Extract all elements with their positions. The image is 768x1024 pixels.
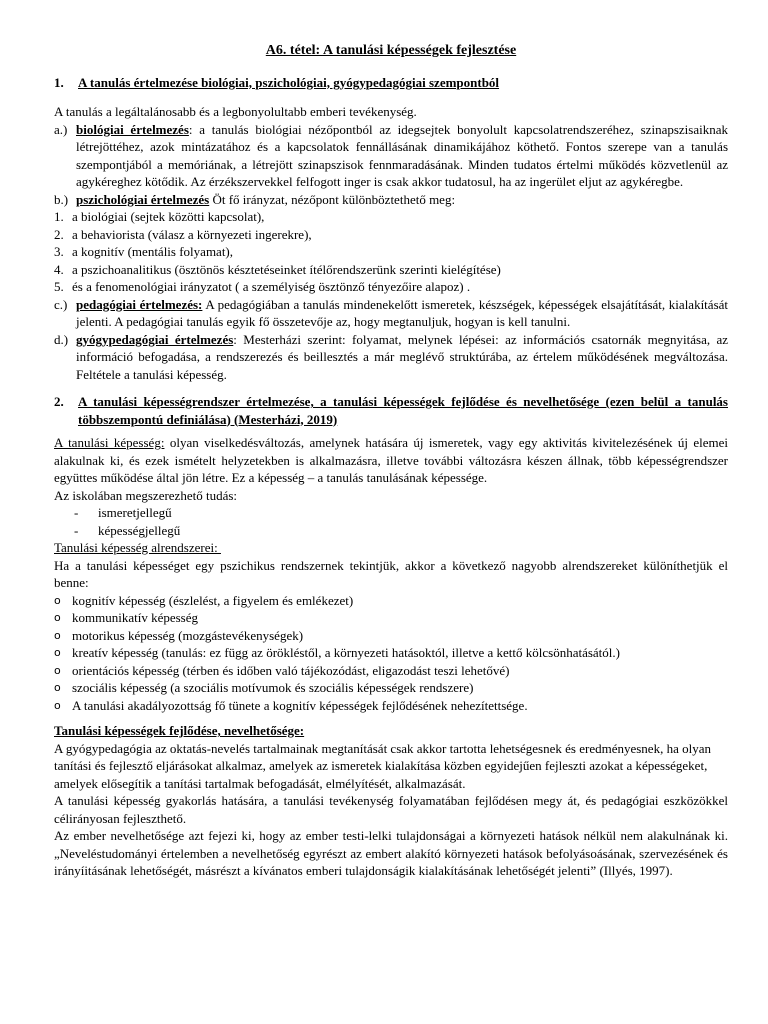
intro-paragraph: A tanulás a legáltalánosabb és a legbonyolultabb emberi tevékenység.	[54, 104, 417, 119]
item-text: a behaviorista (válasz a környezeti ingerekre),	[72, 226, 312, 242]
list-item	[54, 278, 728, 296]
list-item	[54, 644, 728, 662]
list-item-a	[54, 121, 728, 191]
list-item	[54, 627, 728, 645]
page-title: A6. tétel: A tanulási képességek fejlesztése	[265, 43, 517, 58]
bullet-marker: o	[54, 628, 61, 642]
development-heading: Tanulási képességek fejlődése, nevelhetősége:	[54, 723, 305, 738]
section-heading-text: A tanulási képességrendszer értelmezése, a tanulási képességek fejlődése és nevelhetősége (ezen belül a tanulás többszempontú definiálása) (Mesterházi, 2019)	[78, 394, 728, 427]
subsystems-heading: Tanulási képesség alrendszerei:	[54, 540, 221, 555]
term-colon: :	[188, 121, 193, 137]
item-text: kreatív képesség (tanulás: ez függ az örökléstől, a környezeti hatásoktól, illetve a kettő kölcsönhatásától.)	[72, 645, 620, 660]
section-number: 1.	[54, 74, 64, 90]
term: A tanulási képesség:	[54, 435, 165, 450]
item-text: a biológiai (sejtek közötti kapcsolat),	[72, 209, 265, 224]
item-text: A tanulási akadályozottság fő tünete a kognitív képességek fejlődésének nehezítettsége.	[72, 697, 528, 713]
list-item	[54, 592, 728, 610]
item-text: képességjellegű	[98, 522, 181, 538]
bullet-marker: o	[54, 646, 61, 659]
item-body	[72, 296, 728, 331]
term: pedagógiai értelmezés:	[76, 296, 203, 312]
list-item-c	[54, 296, 728, 331]
list-item	[54, 522, 728, 540]
item-number: 5.	[54, 279, 64, 294]
bullet-marker: o	[54, 681, 61, 694]
school-knowledge-intro: Az iskolában megszerezhető tudás:	[54, 487, 238, 503]
list-item	[54, 208, 728, 226]
list-item-d	[54, 331, 728, 384]
item-text: a kognitív (mentális folyamat),	[72, 244, 234, 259]
bullet-marker: o	[54, 593, 61, 607]
term: gyógypedagógiai értelmezés	[76, 331, 234, 347]
item-number: 3.	[54, 244, 64, 259]
development-paragraph-2: A tanulási képesség gyakorlás hatására, a tanulási tevékenység folyamatában fejlődésen megy át, és pedagógiai eszközökkel célirányosan fejleszthető.	[54, 793, 728, 826]
bullet-marker: o	[54, 611, 61, 624]
item-body	[72, 331, 728, 384]
item-body	[72, 121, 728, 191]
development-paragraph-3: Az ember nevelhetősége azt fejezi ki, hogy az ember testi-lelki tulajdonságai a környezeti hatások nélkül nem alakulnának ki. „Neveléstudományi értelemben a nevelhetőség egyrészt az embert alakító környezeti hatások befolyásoásának, szervezésének és irányíitásának lehetőségét, másrészt a kívánatos emberi tulajdonságik kialakításának lehetőségét jelenti” (Illyés, 1997).	[54, 828, 728, 878]
list-item	[54, 697, 728, 715]
item-label: b.)	[54, 191, 69, 207]
definition-paragraph	[54, 434, 728, 487]
item-text: Öt fő irányzat, nézőpont különböztethető meg:	[209, 191, 456, 207]
subsystems-list	[54, 592, 728, 715]
item-text: a tanulás biológiai nézőpontból az idegsejtek bonyolult kapcsolatrendszeréhez, szinapszisaiknak létrejöttéhez, azok mintázatához és a kapcsolatok fennállásának dinamikájához köthető. Fontos szerepe van a tanulás szempontjából a memóriának, a létrejött szinapszisok fennmaradásának. Minden tudatos értelmi működés közvetlenül az agykéreghez kötődik. Az érzékszervekkel felfogott inger is csak akkor tudatosul, ha az ingerület eljut az agykéregbe.	[76, 121, 728, 189]
item-text: szociális képesség (a szociális motívumok és szociális képességek rendszere)	[72, 680, 474, 695]
dash-marker: -	[74, 522, 79, 538]
dash-marker: -	[74, 505, 79, 520]
bullet-marker: o	[54, 663, 61, 677]
list-item	[54, 261, 728, 279]
item-text: ismeretjellegű	[98, 505, 172, 520]
school-of-thought-list	[54, 208, 728, 296]
list-item	[54, 609, 728, 627]
list-item	[54, 504, 728, 522]
section-heading-text: A tanulás értelmezése biológiai, pszichológiai, gyógypedagógiai szempontból	[78, 74, 500, 90]
item-text: kommunikatív képesség	[72, 610, 199, 625]
section-number: 2.	[54, 394, 64, 409]
list-item-b	[54, 191, 728, 209]
list-item	[54, 243, 728, 261]
list-item	[54, 679, 728, 697]
definition-text: olyan viselkedésváltozás, amelynek hatására új ismeretek, vagy egy aktivitás kivitelezésének új elemei alakulnak ki, és ezek ismételt helyzetekben is alkalmazásra, illetve további változásra készen állnak, több képességrendszer együttes működése által jön létre. Ez a képesség – a tanulás tanulásának képessége.	[54, 435, 728, 485]
item-number: 4.	[54, 261, 64, 277]
development-paragraph-1: A gyógypedagógia az oktatás-nevelés tartalmainak megtanítását csak akkor tartotta lehetségesnek és eredményesnek, ha olyan tanítási és fejlesztő eljárásokat alkalmaz, amelyek az ismeretek kialakítása közben egyidejűen fejleszti azokat a képességeket, amelyek elősegítik a tanítási tartalmak befogadását, elmélyítését, alkalmazását.	[54, 740, 711, 791]
section-1-heading	[54, 74, 728, 92]
item-number: 2.	[54, 226, 64, 242]
item-text: a pszichoanalitikus (ösztönös késztetéseinket ítélőrendszerünk szerinti kielégítése)	[72, 261, 501, 277]
item-label: c.)	[54, 296, 68, 312]
bullet-marker: o	[54, 698, 61, 712]
item-label: a.)	[54, 121, 68, 137]
item-text: A pedagógiában a tanulás mindenekelőtt ismeretek, készségek, képességek elsajátítását, kialakítását jelenti. A pedagógiai tanulás egyik fő összetevője az, hogy megtanuljuk, hogyan is kell tanulni.	[76, 296, 729, 329]
term: biológiai értelmezés	[76, 121, 189, 137]
item-number: 1.	[54, 209, 64, 224]
item-body	[72, 191, 728, 209]
item-text: Mesterházi szerint: folyamat, melynek lépései: az információs csatornák megnyitása, az információ befogadása, a rendszerezés és beillesztés a már meglévő struktúrába, az értelem működésének megváltozása. Feltétele a tanulási képesség.	[76, 331, 729, 382]
term-colon: :	[233, 331, 237, 347]
section-2-heading	[54, 393, 728, 428]
term: pszichológiai értelmezés	[76, 191, 210, 207]
subsystems-intro: Ha a tanulási képességet egy pszichikus rendszernek tekintjük, akkor a következő nagyobb alrendszereket különíthetjük el benne:	[54, 557, 728, 590]
list-item	[54, 662, 728, 680]
item-text: orientációs képesség (térben és időben való tájékozódást, eligazodást teszi lehetővé)	[72, 662, 510, 678]
item-label: d.)	[54, 331, 69, 347]
item-text: motorikus képesség (mozgástevékenységek)	[72, 627, 304, 643]
item-text: és a fenomenológiai irányzatot ( a személyiség ösztönző tényezőire alapoz) .	[72, 279, 471, 294]
list-item	[54, 226, 728, 244]
item-text: kognitív képesség (észlelést, a figyelem és emlékezet)	[72, 592, 354, 608]
